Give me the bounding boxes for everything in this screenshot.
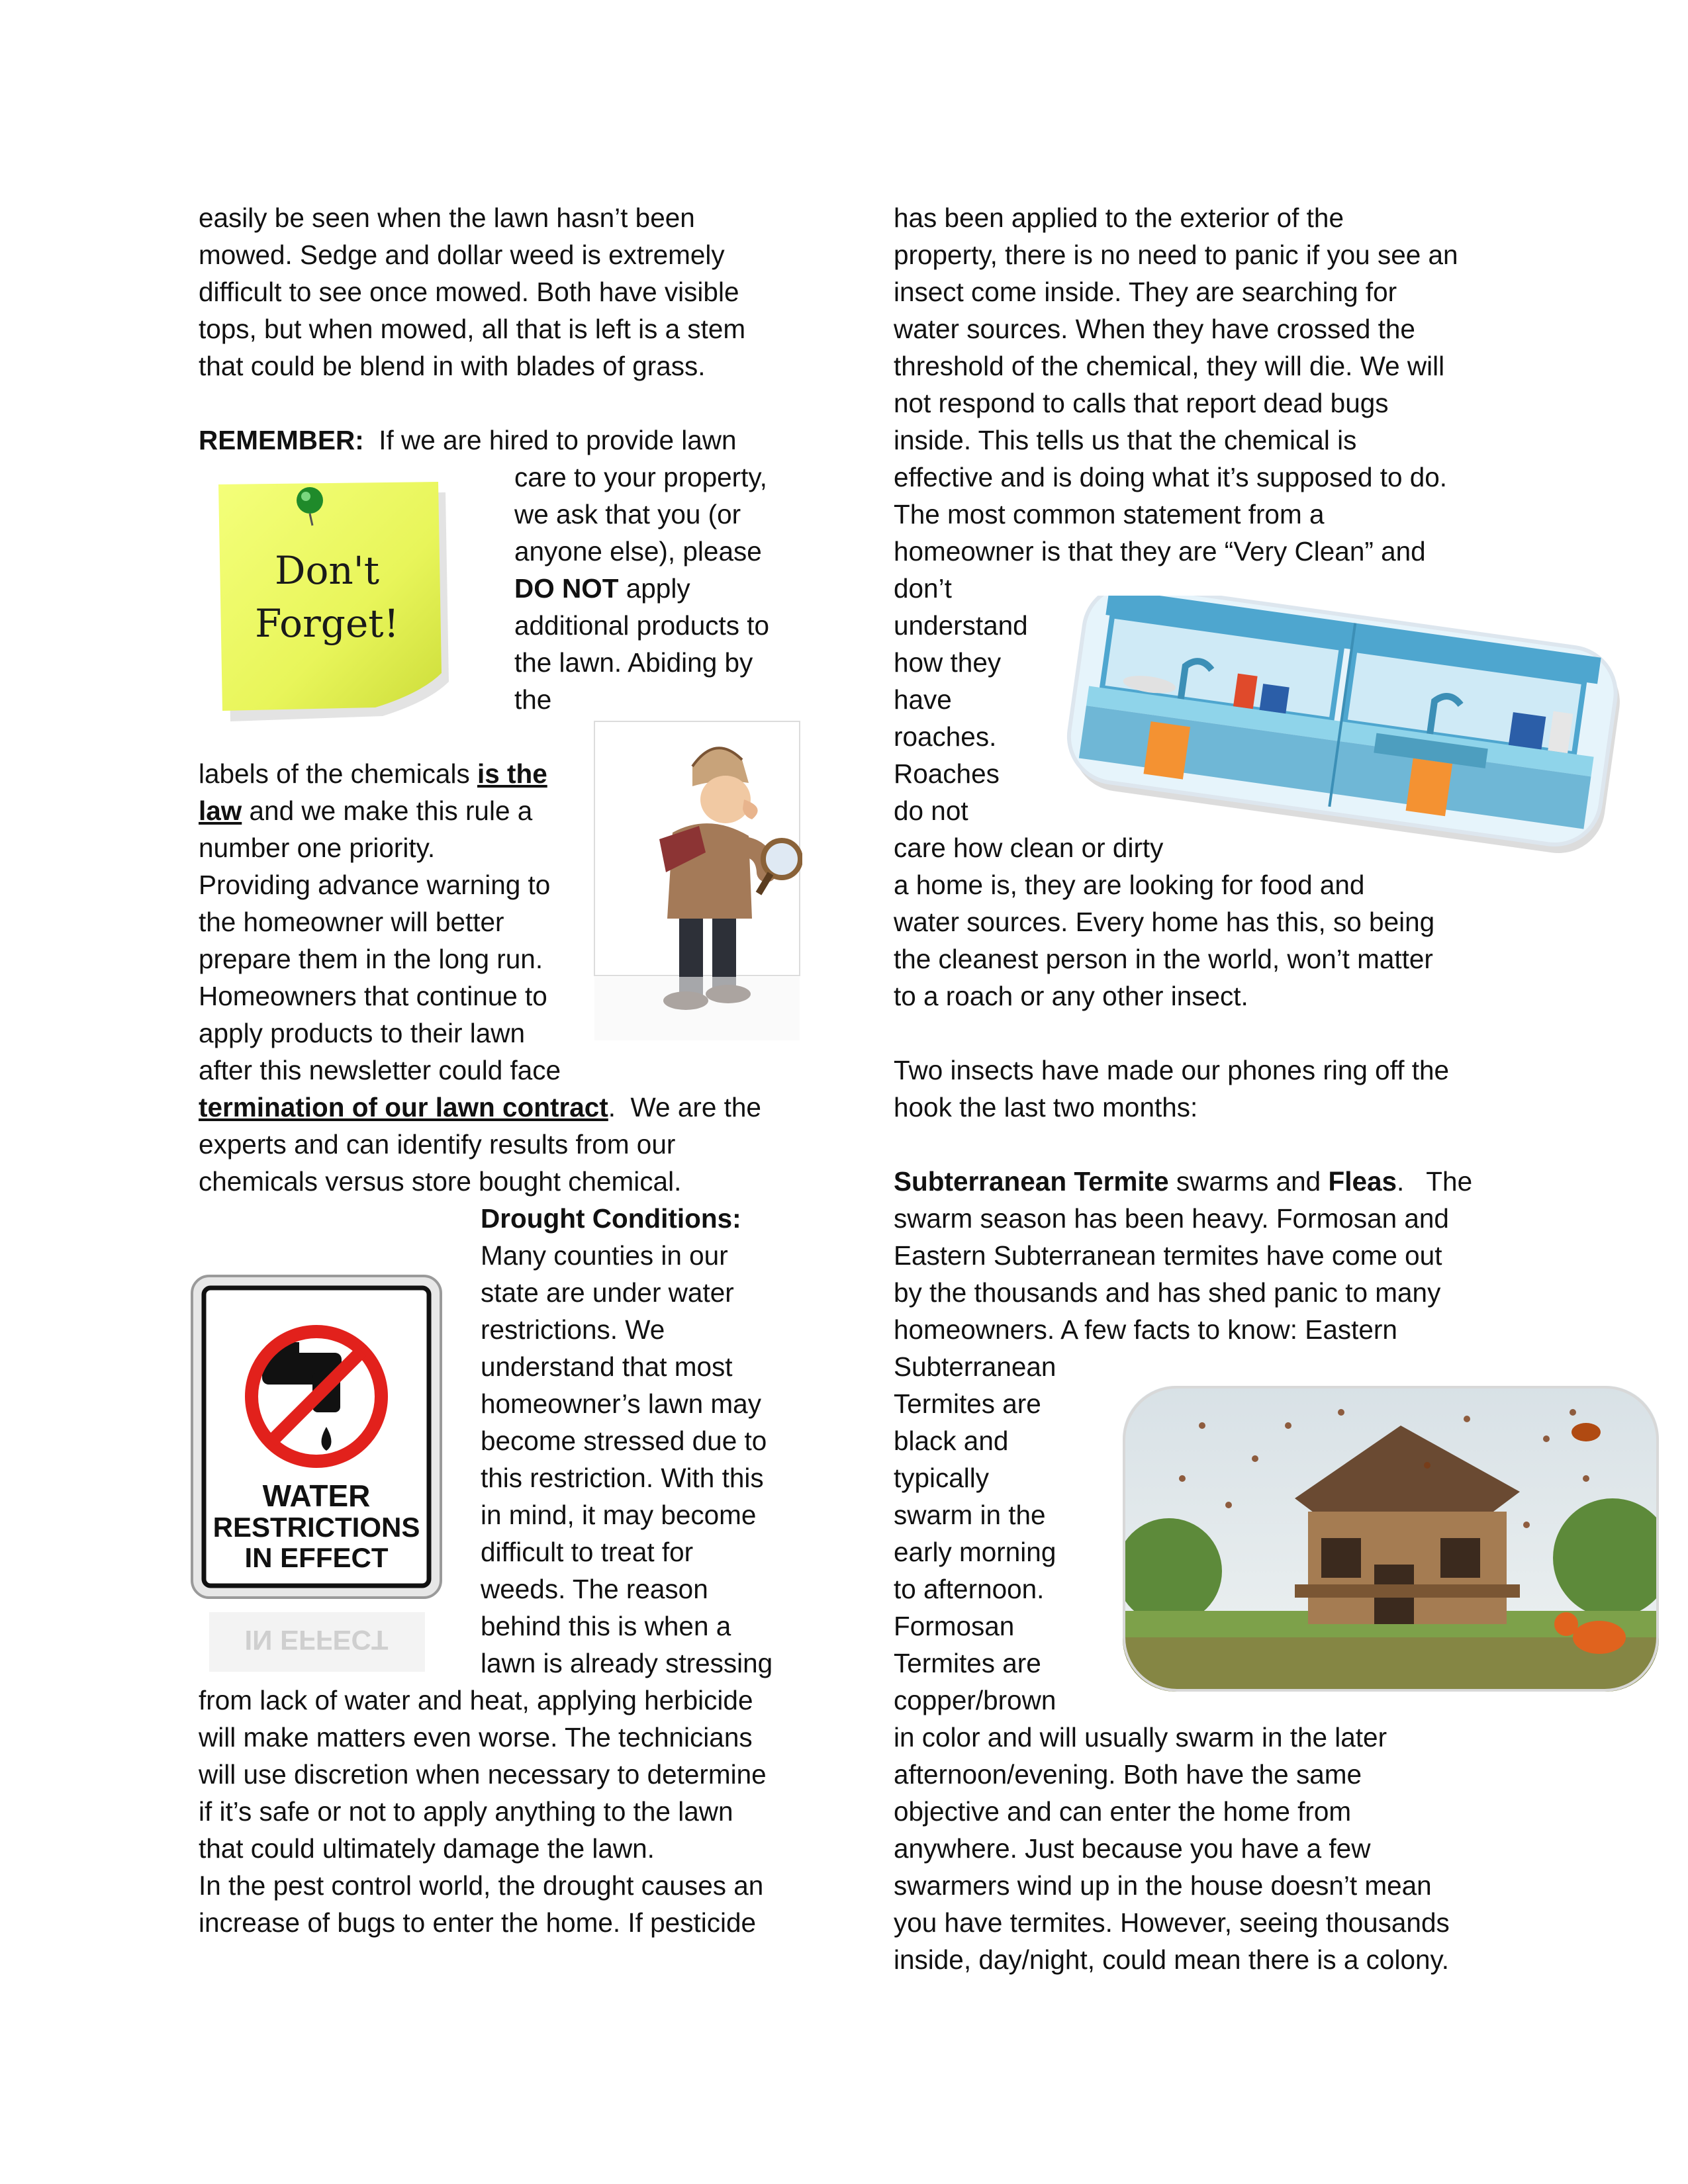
text-line: to afternoon. [894, 1574, 1045, 1604]
water-restrictions-sign [189, 1273, 445, 1684]
law-line-2 [199, 792, 532, 829]
water-sign-graphic [189, 1273, 445, 1684]
text-line: objective and can enter the home from [894, 1796, 1352, 1827]
text-line: will make matters even worse. The technicians [199, 1722, 753, 1752]
text-line: understand [894, 610, 1028, 641]
labels-text: labels of the chemicals [199, 758, 477, 789]
termination-rest: . We are the [608, 1092, 761, 1122]
text-line: afternoon/evening. Both have the same [894, 1759, 1362, 1790]
remember-text: If we are hired to provide lawn [363, 425, 737, 455]
detective-graphic [593, 720, 802, 1043]
text-line: we ask that you (or [514, 499, 741, 529]
swarms-text: swarms and [1168, 1166, 1329, 1197]
text-line: become stressed due to [481, 1426, 767, 1456]
kitchen-image [1059, 596, 1622, 860]
do-not-text: DO NOT [514, 573, 619, 604]
law-rest-text: and we make this rule a [242, 796, 533, 826]
text-line: by the thousands and has shed panic to many [894, 1277, 1441, 1308]
text-line: In the pest control world, the drought causes an [199, 1870, 764, 1901]
text-line: prepare them in the long run. [199, 944, 543, 974]
text-line: homeowner is that they are “Very Clean” and [894, 536, 1426, 567]
text-line: Two insects have made our phones ring off the [894, 1055, 1450, 1085]
text-line: will use discretion when necessary to determine [199, 1759, 767, 1790]
fleas-text: Fleas [1328, 1166, 1397, 1197]
text-line: understand that most [481, 1351, 733, 1382]
law-text: law [199, 796, 242, 826]
text-line: increase of bugs to enter the home. If pesticide [199, 1907, 756, 1938]
text-line: experts and can identify results from our [199, 1129, 676, 1160]
sticky-note-line-2: Forget! [255, 601, 399, 646]
sticky-note-image [213, 478, 451, 723]
text-line: difficult to see once mowed. Both have visible [199, 277, 739, 307]
text-line: Formosan [894, 1611, 1015, 1641]
text-line: in mind, it may become [481, 1500, 757, 1530]
termination-line [199, 1089, 761, 1126]
subterranean-termite-text: Subterranean Termite [894, 1166, 1169, 1197]
text-line: The most common statement from a [894, 499, 1325, 529]
law-line-1 [199, 755, 547, 792]
text-line: effective and is doing what it’s supposed to do. [894, 462, 1448, 492]
text-line: that could be blend in with blades of grass. [199, 351, 706, 381]
text-line: behind this is when a [481, 1611, 731, 1641]
text-line: anyone else), please [514, 536, 762, 567]
text-line: homeowners. A few facts to know: Eastern [894, 1314, 1397, 1345]
text-line: that could ultimately damage the lawn. [199, 1833, 655, 1864]
sign-reflection: IN EFFECT [244, 1625, 389, 1656]
text-line: from lack of water and heat, applying herbicide [199, 1685, 753, 1715]
detective-image [593, 720, 802, 1043]
text-line: copper/brown [894, 1685, 1056, 1715]
text-line: black and [894, 1426, 1009, 1456]
text-line: Eastern Subterranean termites have come out [894, 1240, 1442, 1271]
text-line: has been applied to the exterior of the [894, 203, 1344, 233]
do-not-line [514, 570, 690, 607]
remember-line [199, 422, 737, 459]
text-line: water sources. When they have crossed the [894, 314, 1415, 344]
text-line: threshold of the chemical, they will die. We will [894, 351, 1445, 381]
sign-line-1: WATER [262, 1479, 371, 1513]
text-line: property, there is no need to panic if you see an [894, 240, 1458, 270]
text-line: swarm season has been heavy. Formosan and [894, 1203, 1449, 1234]
text-line: to a roach or any other insect. [894, 981, 1248, 1011]
text-line: do not [894, 796, 968, 826]
text-line: care to your property, [514, 462, 767, 492]
text-line: if it’s safe or not to apply anything to the lawn [199, 1796, 733, 1827]
text-line: Homeowners that continue to [199, 981, 547, 1011]
the-text: . The [1397, 1166, 1473, 1197]
text-line: early morning [894, 1537, 1056, 1567]
text-line: difficult to treat for [481, 1537, 694, 1567]
text-line: you have termites. However, seeing thousands [894, 1907, 1450, 1938]
text-line: in color and will usually swarm in the later [894, 1722, 1387, 1752]
text-line: a home is, they are looking for food and [894, 870, 1365, 900]
text-line: Many counties in our [481, 1240, 728, 1271]
drought-heading: Drought Conditions: [481, 1203, 741, 1234]
text-line: swarmers wind up in the house doesn’t mean [894, 1870, 1432, 1901]
sticky-note-line-1: Don't [274, 548, 380, 593]
text-line: not respond to calls that report dead bugs [894, 388, 1389, 418]
text-line: state are under water [481, 1277, 734, 1308]
text-line: insect come inside. They are searching for [894, 277, 1397, 307]
text-line: Termites are [894, 1388, 1041, 1419]
text-line: inside. This tells us that the chemical is [894, 425, 1357, 455]
text-line: the lawn. Abiding by [514, 647, 753, 678]
text-line: water sources. Every home has this, so being [894, 907, 1435, 937]
text-line: have [894, 684, 952, 715]
text-line: the cleanest person in the world, won’t matter [894, 944, 1433, 974]
text-line: the [514, 684, 552, 715]
sign-line-3: IN EFFECT [244, 1542, 389, 1573]
text-line: Termites are [894, 1648, 1041, 1678]
text-line: chemicals versus store bought chemical. [199, 1166, 682, 1197]
termite-house-image [1123, 1386, 1659, 1692]
text-line: mowed. Sedge and dollar weed is extremely [199, 240, 725, 270]
termite-house-graphic [1123, 1386, 1659, 1692]
text-line: typically [894, 1463, 990, 1493]
text-line: tops, but when mowed, all that is left is a stem [199, 314, 746, 344]
termite-heading-line [894, 1163, 1472, 1200]
text-line: this restriction. With this [481, 1463, 764, 1493]
text-line: lawn is already stressing [481, 1648, 773, 1678]
text-line: hook the last two months: [894, 1092, 1198, 1122]
text-line: number one priority. [199, 833, 436, 863]
text-line: how they [894, 647, 1002, 678]
text-line: restrictions. We [481, 1314, 665, 1345]
text-line: additional products to [514, 610, 770, 641]
text-line: don’t [894, 573, 952, 604]
text-line: after this newsletter could face [199, 1055, 561, 1085]
text-line: inside, day/night, could mean there is a colony. [894, 1944, 1449, 1975]
text-line: Providing advance warning to [199, 870, 551, 900]
text-line: weeds. The reason [481, 1574, 708, 1604]
text-line: the homeowner will better [199, 907, 504, 937]
apply-text: apply [618, 573, 690, 604]
kitchen-graphic [1059, 596, 1622, 860]
remember-label: REMEMBER: [199, 425, 364, 455]
termination-text: termination of our lawn contract [199, 1092, 608, 1122]
text-line: Roaches [894, 758, 1000, 789]
text-line: homeowner’s lawn may [481, 1388, 761, 1419]
text-line: easily be seen when the lawn hasn’t been [199, 203, 695, 233]
is-the-text: is the [477, 758, 547, 789]
text-line: roaches. [894, 721, 997, 752]
sign-line-2: RESTRICTIONS [212, 1512, 420, 1543]
text-line: anywhere. Just because you have a few [894, 1833, 1371, 1864]
text-line: Subterranean [894, 1351, 1056, 1382]
text-line: apply products to their lawn [199, 1018, 526, 1048]
sticky-note-graphic [213, 478, 451, 723]
text-line: care how clean or dirty [894, 833, 1164, 863]
text-line: swarm in the [894, 1500, 1046, 1530]
